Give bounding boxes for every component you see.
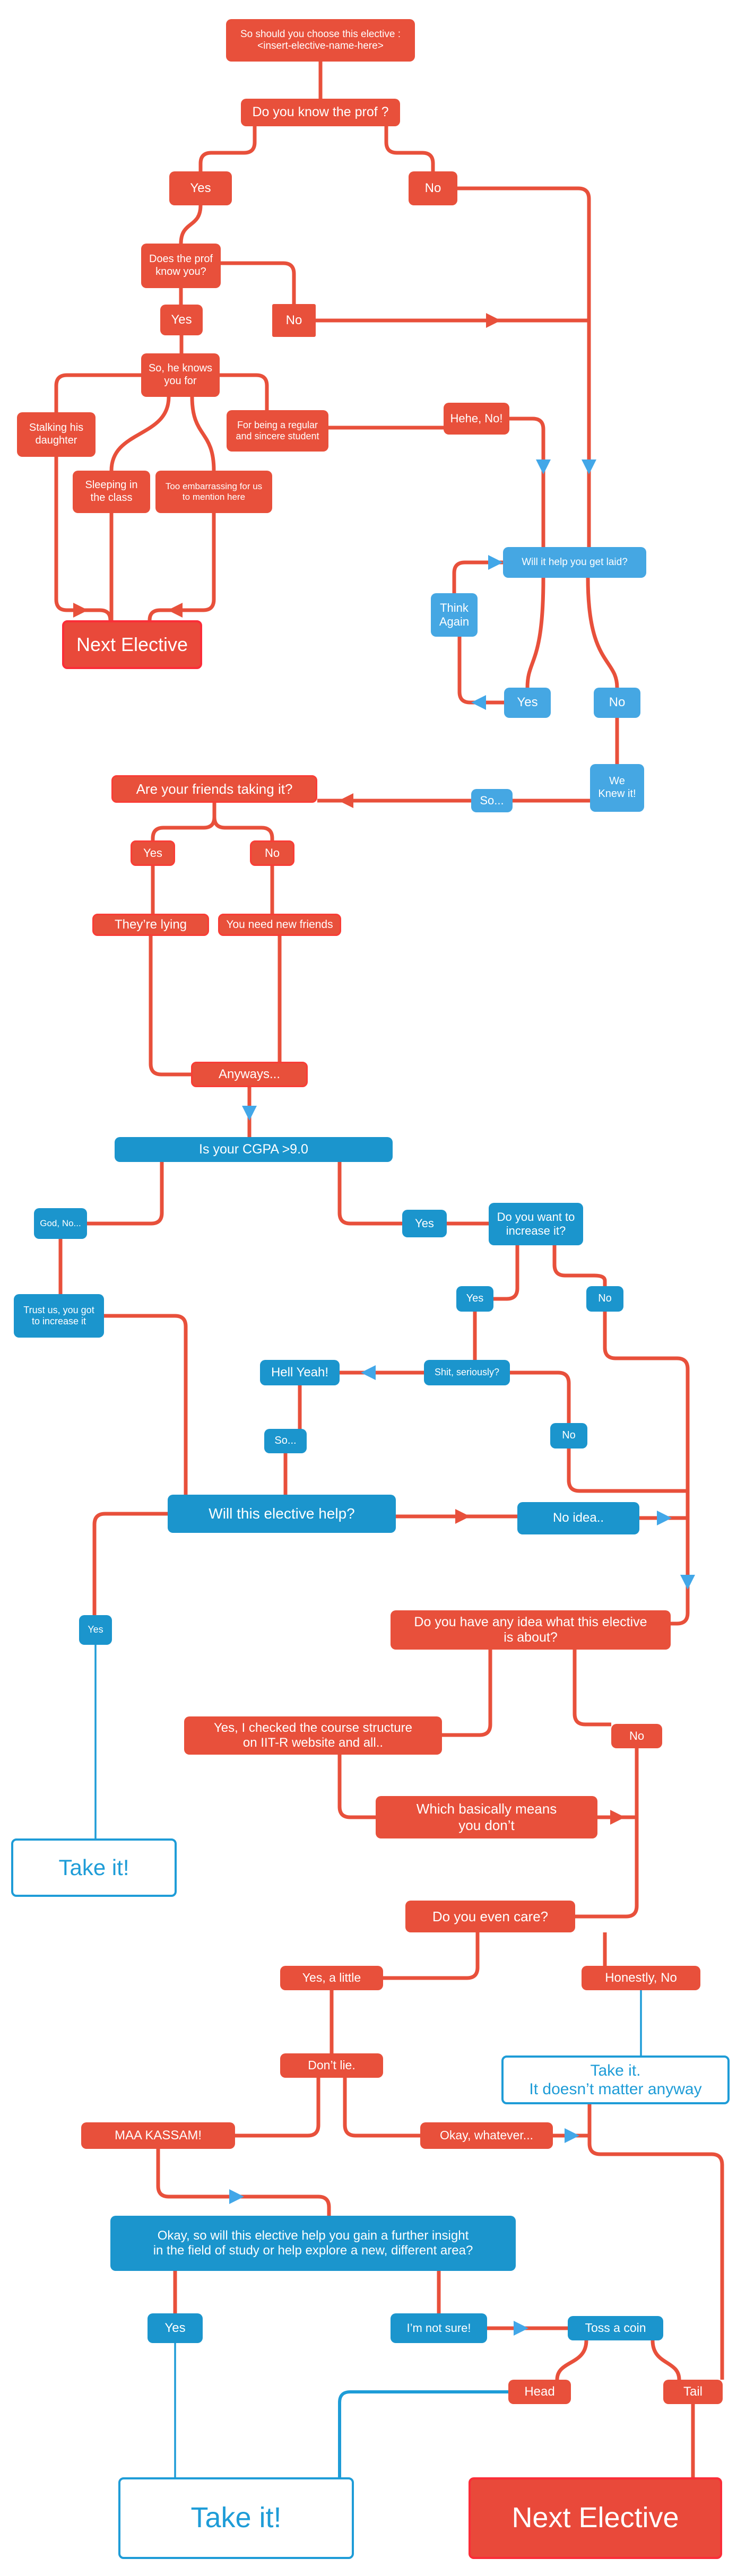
node-big-question: Okay, so will this elective help you gain a further insight in the field of study or help explore a new, different area? <box>110 2216 516 2271</box>
node-next-elective-2: Next Elective <box>469 2477 722 2559</box>
arrowhead-right-16 <box>514 2321 528 2336</box>
node-no-idea: No idea.. <box>517 1502 639 1534</box>
edge-connector-1 <box>201 126 255 171</box>
node-maa-kassam: MAA KASSAM! <box>81 2122 235 2149</box>
arrowhead-down-12 <box>680 1575 695 1590</box>
node-next-elective-1: Next Elective <box>62 620 202 669</box>
edge-connector-3 <box>181 205 201 244</box>
edge-connector-29 <box>151 936 191 1074</box>
edge-connector-33 <box>340 1162 402 1224</box>
edge-connector-58 <box>235 2078 318 2136</box>
edge-connector-43 <box>104 1316 186 1495</box>
node-no-laid: No <box>594 688 640 718</box>
node-head: Head <box>508 2380 571 2404</box>
edge-connector-54 <box>383 1932 478 1978</box>
arrowhead-down-8 <box>242 1106 257 1121</box>
edge-connector-10 <box>220 375 267 410</box>
node-toss-a-coin: Toss a coin <box>568 2316 663 2340</box>
node-no-does-know: No <box>272 304 316 337</box>
node-get-laid: Will it help you get laid? <box>503 547 646 578</box>
node-tail: Tail <box>663 2380 723 2404</box>
arrowhead-right-14 <box>565 2128 579 2143</box>
arrowhead-left-9 <box>361 1365 376 1380</box>
node-embarrassing: Too embarrassing for us to mention here <box>155 471 272 513</box>
node-take-it-1: Take it! <box>11 1838 177 1897</box>
arrowhead-left-4 <box>168 603 183 618</box>
node-new-friends: You need new friends <box>218 914 341 936</box>
edge-connector-51 <box>340 1755 376 1817</box>
arrowhead-left-5 <box>471 695 486 710</box>
edge-connector-42 <box>569 1449 688 1491</box>
node-we-knew-it: We Knew it! <box>590 764 644 812</box>
edge-connector-14 <box>509 419 543 547</box>
arrowhead-down-1 <box>536 459 551 474</box>
edge-connector-21 <box>454 562 503 593</box>
node-knows-for: So, he knows you for <box>141 353 220 397</box>
node-want-increase: Do you want to increase it? <box>489 1203 583 1245</box>
node-any-idea: Do you have any idea what this elective is about? <box>391 1610 671 1650</box>
node-no-seriously: No <box>550 1423 587 1449</box>
node-cgpa: Is your CGPA >9.0 <box>115 1137 393 1162</box>
edge-connector-36 <box>554 1245 605 1286</box>
node-even-care: Do you even care? <box>405 1901 575 1932</box>
arrowhead-right-6 <box>488 555 503 570</box>
node-dont-lie: Don’t lie. <box>280 2053 383 2078</box>
node-god-no: God, No... <box>34 1208 87 1239</box>
node-yes-help: Yes <box>79 1615 112 1645</box>
node-theyre-lying: They’re lying <box>92 914 209 936</box>
edge-connector-49 <box>442 1650 490 1735</box>
node-yes-big: Yes <box>148 2313 203 2343</box>
edge-connector-40 <box>605 1312 688 1624</box>
arrowhead-right-15 <box>229 2189 244 2204</box>
node-know-prof: Do you know the prof ? <box>241 99 400 126</box>
arrowhead-right-13 <box>610 1810 625 1825</box>
node-think-again: Think Again <box>431 593 478 637</box>
edge-connector-32 <box>87 1162 162 1224</box>
node-yes-does-know: Yes <box>160 305 203 335</box>
edge-connector-18 <box>527 578 543 688</box>
node-shit-seriously: Shit, seriously? <box>424 1360 510 1385</box>
arrowhead-right-3 <box>73 603 88 618</box>
edge-connector-26 <box>214 803 272 840</box>
node-trust-us: Trust us, you got to increase it <box>14 1294 104 1338</box>
node-so-2: So... <box>264 1429 307 1453</box>
node-yes-increase: Yes <box>456 1286 493 1312</box>
node-yes-friends: Yes <box>131 840 175 866</box>
edge-connector-19 <box>588 578 617 688</box>
edge-connector-25 <box>153 803 214 840</box>
arrowhead-right-10 <box>455 1509 470 1524</box>
arrowhead-right-11 <box>657 1511 672 1525</box>
edge-connector-41 <box>510 1373 569 1423</box>
edge-connector-2 <box>386 126 433 171</box>
node-anyways: Anyways... <box>191 1062 308 1087</box>
edge-connector-12 <box>192 397 214 471</box>
node-yes-a-little: Yes, a little <box>280 1966 383 1990</box>
node-honestly-no: Honestly, No <box>582 1966 700 1990</box>
edge-connector-67 <box>653 2340 679 2380</box>
node-no-bottom: No <box>611 1724 662 1748</box>
edge-connector-62 <box>158 2149 329 2216</box>
node-will-help: Will this elective help? <box>168 1495 396 1533</box>
node-yes-know-prof: Yes <box>169 171 232 205</box>
edge-connector-46 <box>94 1514 168 1615</box>
node-checked-structure: Yes, I checked the course structure on IIT-R website and all.. <box>184 1716 442 1755</box>
node-which-means: Which basically means you don’t <box>376 1796 597 1838</box>
edge-connector-59 <box>345 2078 420 2136</box>
arrowhead-left-7 <box>339 793 353 808</box>
node-no-know-prof: No <box>409 171 457 205</box>
node-take-it-2: Take it. It doesn’t matter anyway <box>501 2055 730 2104</box>
node-does-know: Does the prof know you? <box>141 244 221 288</box>
arrowhead-down-0 <box>582 459 596 474</box>
edge-connector-66 <box>557 2340 586 2380</box>
edge-connector-68 <box>340 2392 508 2477</box>
edge-connector-50 <box>575 1650 611 1724</box>
node-friends-taking: Are your friends taking it? <box>111 775 317 803</box>
node-yes-laid: Yes <box>504 688 551 718</box>
edge-connector-4 <box>457 188 589 547</box>
node-take-it-3: Take it! <box>118 2477 354 2559</box>
edge-connector-35 <box>493 1245 517 1299</box>
node-hehe-no: Hehe, No! <box>444 403 509 435</box>
node-okay-whatever: Okay, whatever... <box>420 2122 553 2149</box>
node-no-friends: No <box>250 840 294 866</box>
node-title: So should you choose this elective : <insert-elective-name-here> <box>226 19 415 62</box>
edge-connector-9 <box>56 375 141 412</box>
edge-connector-20 <box>459 637 504 702</box>
node-hell-yeah: Hell Yeah! <box>260 1360 340 1385</box>
edge-connector-7 <box>221 263 294 304</box>
arrowhead-right-2 <box>486 313 501 328</box>
node-im-not-sure: I’m not sure! <box>391 2313 487 2343</box>
node-sleeping: Sleeping in the class <box>73 471 150 513</box>
edge-connector-11 <box>111 397 169 471</box>
node-so-1: So... <box>471 789 513 812</box>
node-stalking: Stalking his daughter <box>17 412 96 457</box>
node-yes-cgpa: Yes <box>402 1210 447 1237</box>
node-no-increase: No <box>586 1286 623 1312</box>
node-regular-student: For being a regular and sincere student <box>227 410 328 452</box>
